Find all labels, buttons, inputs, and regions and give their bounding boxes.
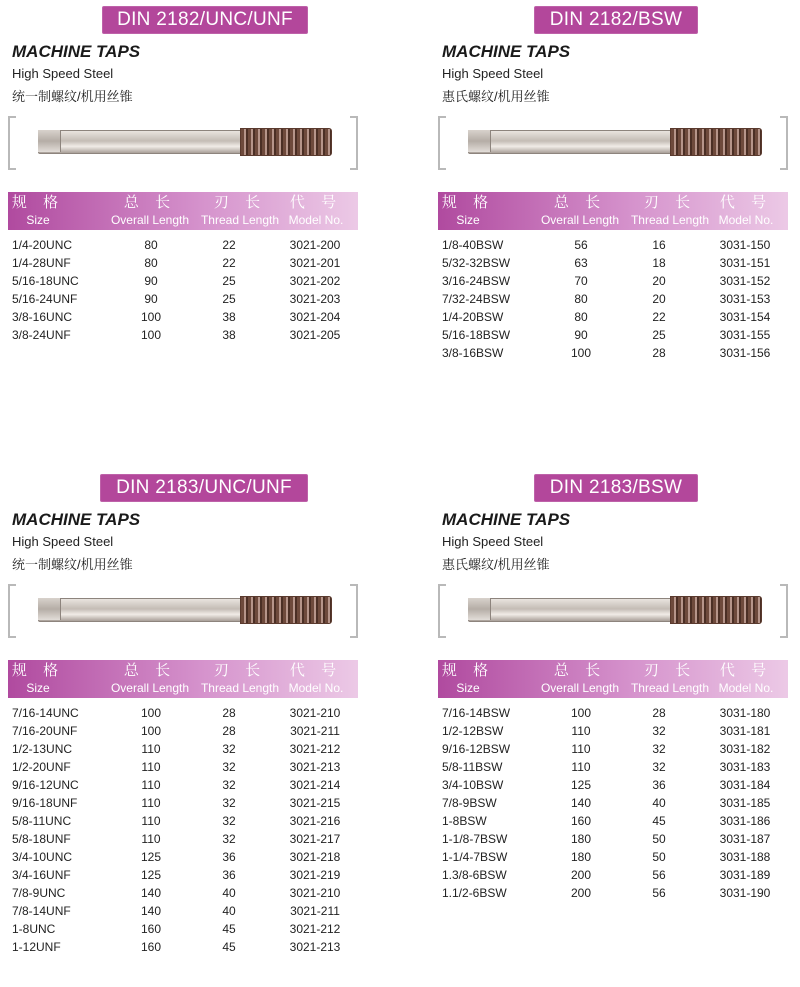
cell-model-no: 3021-210 xyxy=(289,706,341,720)
tap-thread xyxy=(240,128,332,156)
tap-shank xyxy=(38,598,262,622)
tap-square-end xyxy=(468,130,491,152)
cell-thread-length: 22 xyxy=(652,310,666,324)
cell-size: 7/16-14BSW xyxy=(442,706,511,720)
header-overall-length: 总 长 Overall Length xyxy=(110,194,190,227)
cell-model-no: 3021-215 xyxy=(289,796,341,810)
cell-size: 3/8-24UNF xyxy=(12,328,71,342)
cell-size: 3/4-16UNF xyxy=(12,868,71,882)
left-bracket xyxy=(8,116,16,170)
header-thread-length: 刃 长 Thread Length xyxy=(200,194,280,227)
cell-thread-length: 32 xyxy=(222,814,236,828)
table-row xyxy=(438,776,798,794)
table-row xyxy=(8,794,368,812)
cell-overall-length: 160 xyxy=(140,940,162,954)
cell-overall-length: 125 xyxy=(140,868,162,882)
cell-model-no: 3021-211 xyxy=(290,904,340,918)
cell-overall-length: 110 xyxy=(141,760,161,774)
standard-badge: DIN 2183/BSW xyxy=(534,474,698,502)
cell-thread-length: 32 xyxy=(652,724,666,738)
right-bracket xyxy=(350,584,358,638)
table-header xyxy=(8,660,358,698)
table-row xyxy=(438,848,798,866)
header-model-no: 代 号 Model No. xyxy=(288,194,344,227)
chinese-description: 统一制螺纹/机用丝锥 xyxy=(12,89,133,104)
cell-model-no: 3021-219 xyxy=(289,868,341,882)
cell-model-no: 3031-155 xyxy=(719,328,771,342)
cell-size: 5/16-18BSW xyxy=(442,328,511,342)
standard-badge: DIN 2182/BSW xyxy=(534,6,698,34)
cell-model-no: 3021-217 xyxy=(289,832,341,846)
table-body xyxy=(8,704,368,956)
cell-thread-length: 36 xyxy=(652,778,666,792)
cell-size: 1-8BSW xyxy=(442,814,487,828)
cell-size: 3/4-10UNC xyxy=(12,850,73,864)
cell-size: 5/8-18UNF xyxy=(12,832,71,846)
tap-illustration xyxy=(438,112,798,176)
cell-model-no: 3031-150 xyxy=(719,238,771,252)
header-size: 规 格 Size xyxy=(441,662,495,695)
cell-model-no: 3031-182 xyxy=(719,742,771,756)
cell-overall-length: 80 xyxy=(574,292,588,306)
product-title: MACHINE TAPS xyxy=(442,510,571,529)
spec-table xyxy=(8,192,368,344)
cell-thread-length: 25 xyxy=(652,328,666,342)
cell-model-no: 3031-189 xyxy=(719,868,771,882)
cell-thread-length: 32 xyxy=(222,778,236,792)
cell-overall-length: 100 xyxy=(140,310,162,324)
product-title: MACHINE TAPS xyxy=(12,42,141,61)
cell-thread-length: 22 xyxy=(222,256,236,270)
cell-thread-length: 36 xyxy=(222,850,236,864)
tap-square-end xyxy=(38,598,61,620)
cell-overall-length: 125 xyxy=(570,778,592,792)
table-row xyxy=(8,884,368,902)
cell-overall-length: 180 xyxy=(570,832,592,846)
left-bracket xyxy=(8,584,16,638)
cell-thread-length: 50 xyxy=(652,850,666,864)
table-row xyxy=(438,272,798,290)
cell-overall-length: 110 xyxy=(571,742,591,756)
cell-size: 1-12UNF xyxy=(12,940,61,954)
cell-overall-length: 110 xyxy=(141,814,161,828)
cell-size: 1/4-20UNC xyxy=(12,238,73,252)
cell-thread-length: 28 xyxy=(222,724,236,738)
cell-model-no: 3031-156 xyxy=(719,346,771,360)
cell-model-no: 3021-218 xyxy=(289,850,341,864)
table-row xyxy=(8,272,368,290)
cell-size: 1.3/8-6BSW xyxy=(442,868,507,882)
cell-model-no: 3031-186 xyxy=(719,814,771,828)
table-row xyxy=(438,254,798,272)
cell-model-no: 3021-210 xyxy=(289,886,341,900)
cell-size: 5/16-18UNC xyxy=(12,274,79,288)
table-row xyxy=(8,938,368,956)
right-bracket xyxy=(780,584,788,638)
table-row xyxy=(438,884,798,902)
table-row xyxy=(438,830,798,848)
header-size: 规 格 Size xyxy=(11,662,65,695)
cell-thread-length: 56 xyxy=(652,886,666,900)
cell-overall-length: 110 xyxy=(141,742,161,756)
cell-thread-length: 32 xyxy=(222,832,236,846)
cell-thread-length: 18 xyxy=(652,256,666,270)
cell-model-no: 3021-212 xyxy=(289,742,341,756)
cell-thread-length: 40 xyxy=(222,886,236,900)
cell-size: 1/2-20UNF xyxy=(12,760,71,774)
cell-overall-length: 140 xyxy=(140,904,162,918)
cell-model-no: 3021-203 xyxy=(289,292,341,306)
table-row xyxy=(8,812,368,830)
material-label: High Speed Steel xyxy=(12,66,114,81)
cell-thread-length: 28 xyxy=(222,706,236,720)
cell-size: 3/4-10BSW xyxy=(442,778,504,792)
cell-size: 7/16-14UNC xyxy=(12,706,79,720)
chinese-description: 统一制螺纹/机用丝锥 xyxy=(12,557,133,572)
table-row xyxy=(438,758,798,776)
cell-model-no: 3031-154 xyxy=(719,310,771,324)
chinese-description: 惠氏螺纹/机用丝锥 xyxy=(442,557,550,572)
cell-thread-length: 56 xyxy=(652,868,666,882)
cell-model-no: 3031-152 xyxy=(719,274,771,288)
table-row xyxy=(438,308,798,326)
tap-shank xyxy=(468,598,692,622)
cell-overall-length: 80 xyxy=(144,256,158,270)
cell-overall-length: 63 xyxy=(574,256,588,270)
cell-thread-length: 28 xyxy=(652,706,666,720)
left-bracket xyxy=(438,584,446,638)
cell-thread-length: 20 xyxy=(652,274,666,288)
cell-size: 5/32-32BSW xyxy=(442,256,511,270)
cell-model-no: 3031-185 xyxy=(719,796,771,810)
cell-overall-length: 80 xyxy=(144,238,158,252)
table-body xyxy=(8,236,368,344)
cell-overall-length: 90 xyxy=(574,328,588,342)
cell-size: 7/8-9UNC xyxy=(12,886,66,900)
table-row xyxy=(438,236,798,254)
cell-model-no: 3031-188 xyxy=(719,850,771,864)
table-row xyxy=(438,290,798,308)
cell-thread-length: 45 xyxy=(222,922,236,936)
cell-thread-length: 25 xyxy=(222,292,236,306)
cell-model-no: 3031-184 xyxy=(719,778,771,792)
cell-thread-length: 45 xyxy=(222,940,236,954)
cell-size: 1-1/4-7BSW xyxy=(442,850,508,864)
cell-size: 1/4-28UNF xyxy=(12,256,71,270)
cell-size: 7/32-24BSW xyxy=(442,292,511,306)
cell-model-no: 3021-205 xyxy=(289,328,341,342)
chinese-description: 惠氏螺纹/机用丝锥 xyxy=(442,89,550,104)
tap-illustration xyxy=(8,580,368,644)
cell-overall-length: 180 xyxy=(570,850,592,864)
cell-overall-length: 160 xyxy=(570,814,592,828)
cell-size: 1/4-20BSW xyxy=(442,310,504,324)
table-row xyxy=(8,326,368,344)
table-row xyxy=(438,722,798,740)
cell-overall-length: 100 xyxy=(570,706,592,720)
cell-overall-length: 100 xyxy=(140,706,162,720)
cell-model-no: 3021-211 xyxy=(290,724,340,738)
cell-thread-length: 20 xyxy=(652,292,666,306)
cell-model-no: 3021-212 xyxy=(289,922,341,936)
tap-shank xyxy=(38,130,262,154)
cell-thread-length: 38 xyxy=(222,310,236,324)
right-bracket xyxy=(350,116,358,170)
header-overall-length: 总 长 Overall Length xyxy=(540,194,620,227)
tap-illustration xyxy=(438,580,798,644)
cell-size: 3/8-16UNC xyxy=(12,310,73,324)
cell-model-no: 3021-214 xyxy=(289,778,341,792)
table-header xyxy=(438,192,788,230)
cell-size: 1/2-13UNC xyxy=(12,742,73,756)
cell-model-no: 3021-213 xyxy=(289,760,341,774)
table-row xyxy=(8,758,368,776)
tap-thread xyxy=(670,596,762,624)
cell-overall-length: 100 xyxy=(570,346,592,360)
cell-overall-length: 110 xyxy=(571,760,591,774)
header-thread-length: 刃 长 Thread Length xyxy=(630,194,710,227)
cell-size: 9/16-12BSW xyxy=(442,742,511,756)
header-model-no: 代 号 Model No. xyxy=(288,662,344,695)
cell-model-no: 3031-181 xyxy=(719,724,771,738)
cell-thread-length: 36 xyxy=(222,868,236,882)
cell-thread-length: 32 xyxy=(652,760,666,774)
product-title: MACHINE TAPS xyxy=(442,42,571,61)
table-row xyxy=(8,722,368,740)
cell-thread-length: 32 xyxy=(222,760,236,774)
right-bracket xyxy=(780,116,788,170)
header-size: 规 格 Size xyxy=(11,194,65,227)
cell-thread-length: 32 xyxy=(222,742,236,756)
cell-overall-length: 140 xyxy=(140,886,162,900)
cell-model-no: 3031-180 xyxy=(719,706,771,720)
cell-overall-length: 160 xyxy=(140,922,162,936)
cell-model-no: 3021-202 xyxy=(289,274,341,288)
cell-overall-length: 70 xyxy=(574,274,588,288)
table-row xyxy=(8,290,368,308)
cell-thread-length: 16 xyxy=(652,238,666,252)
cell-size: 1.1/2-6BSW xyxy=(442,886,507,900)
tap-square-end xyxy=(468,598,491,620)
cell-size: 7/8-9BSW xyxy=(442,796,497,810)
table-row xyxy=(8,866,368,884)
cell-overall-length: 200 xyxy=(570,886,592,900)
cell-overall-length: 90 xyxy=(144,274,158,288)
table-row xyxy=(8,848,368,866)
table-row xyxy=(438,866,798,884)
table-row xyxy=(8,704,368,722)
cell-thread-length: 32 xyxy=(222,796,236,810)
tap-square-end xyxy=(38,130,61,152)
cell-overall-length: 100 xyxy=(140,724,162,738)
cell-thread-length: 40 xyxy=(652,796,666,810)
cell-overall-length: 90 xyxy=(144,292,158,306)
header-size: 规 格 Size xyxy=(441,194,495,227)
table-row xyxy=(8,236,368,254)
spec-table xyxy=(8,660,368,956)
cell-size: 5/8-11UNC xyxy=(12,814,72,828)
cell-size: 1-1/8-7BSW xyxy=(442,832,508,846)
table-row xyxy=(438,812,798,830)
standard-badge: DIN 2182/UNC/UNF xyxy=(102,6,308,34)
table-row xyxy=(438,740,798,758)
cell-model-no: 3021-213 xyxy=(289,940,341,954)
cell-size: 9/16-12UNC xyxy=(12,778,79,792)
cell-overall-length: 110 xyxy=(571,724,591,738)
cell-model-no: 3031-187 xyxy=(719,832,771,846)
table-row xyxy=(8,902,368,920)
cell-overall-length: 110 xyxy=(141,832,161,846)
cell-thread-length: 38 xyxy=(222,328,236,342)
cell-overall-length: 80 xyxy=(574,310,588,324)
table-row xyxy=(438,344,798,362)
table-row xyxy=(8,740,368,758)
cell-thread-length: 28 xyxy=(652,346,666,360)
cell-model-no: 3021-204 xyxy=(289,310,341,324)
table-row xyxy=(8,830,368,848)
cell-overall-length: 110 xyxy=(141,796,161,810)
cell-size: 7/16-20UNF xyxy=(12,724,78,738)
cell-thread-length: 25 xyxy=(222,274,236,288)
header-overall-length: 总 长 Overall Length xyxy=(540,662,620,695)
left-bracket xyxy=(438,116,446,170)
cell-model-no: 3031-151 xyxy=(719,256,771,270)
cell-overall-length: 200 xyxy=(570,868,592,882)
cell-size: 3/16-24BSW xyxy=(442,274,511,288)
table-row xyxy=(438,704,798,722)
cell-model-no: 3031-190 xyxy=(719,886,771,900)
table-body xyxy=(438,236,798,362)
cell-thread-length: 22 xyxy=(222,238,236,252)
cell-thread-length: 50 xyxy=(652,832,666,846)
table-row xyxy=(8,920,368,938)
spec-table xyxy=(438,192,798,362)
cell-overall-length: 125 xyxy=(140,850,162,864)
tap-shank xyxy=(468,130,692,154)
header-model-no: 代 号 Model No. xyxy=(718,194,774,227)
standard-badge: DIN 2183/UNC/UNF xyxy=(100,474,308,502)
material-label: High Speed Steel xyxy=(442,66,544,81)
table-row xyxy=(438,794,798,812)
cell-model-no: 3031-153 xyxy=(719,292,771,306)
cell-thread-length: 40 xyxy=(222,904,236,918)
cell-size: 1/2-12BSW xyxy=(442,724,504,738)
table-row xyxy=(8,308,368,326)
product-title: MACHINE TAPS xyxy=(12,510,141,529)
table-header xyxy=(438,660,788,698)
cell-overall-length: 56 xyxy=(574,238,588,252)
spec-table xyxy=(438,660,798,902)
cell-size: 5/8-11BSW xyxy=(442,760,503,774)
table-body xyxy=(438,704,798,902)
header-overall-length: 总 长 Overall Length xyxy=(110,662,190,695)
cell-thread-length: 45 xyxy=(652,814,666,828)
cell-thread-length: 32 xyxy=(652,742,666,756)
cell-model-no: 3031-183 xyxy=(719,760,771,774)
cell-model-no: 3021-201 xyxy=(289,256,341,270)
cell-size: 1-8UNC xyxy=(12,922,56,936)
tap-thread xyxy=(670,128,762,156)
tap-thread xyxy=(240,596,332,624)
cell-size: 9/16-18UNF xyxy=(12,796,78,810)
material-label: High Speed Steel xyxy=(12,534,114,549)
cell-size: 3/8-16BSW xyxy=(442,346,504,360)
cell-size: 1/8-40BSW xyxy=(442,238,504,252)
material-label: High Speed Steel xyxy=(442,534,544,549)
cell-size: 5/16-24UNF xyxy=(12,292,78,306)
header-thread-length: 刃 长 Thread Length xyxy=(200,662,280,695)
tap-illustration xyxy=(8,112,368,176)
cell-size: 7/8-14UNF xyxy=(12,904,71,918)
cell-model-no: 3021-200 xyxy=(289,238,341,252)
header-model-no: 代 号 Model No. xyxy=(718,662,774,695)
cell-model-no: 3021-216 xyxy=(289,814,341,828)
cell-overall-length: 100 xyxy=(140,328,162,342)
table-row xyxy=(8,776,368,794)
cell-overall-length: 140 xyxy=(570,796,592,810)
header-thread-length: 刃 长 Thread Length xyxy=(630,662,710,695)
cell-overall-length: 110 xyxy=(141,778,161,792)
table-row xyxy=(438,326,798,344)
table-row xyxy=(8,254,368,272)
table-header xyxy=(8,192,358,230)
